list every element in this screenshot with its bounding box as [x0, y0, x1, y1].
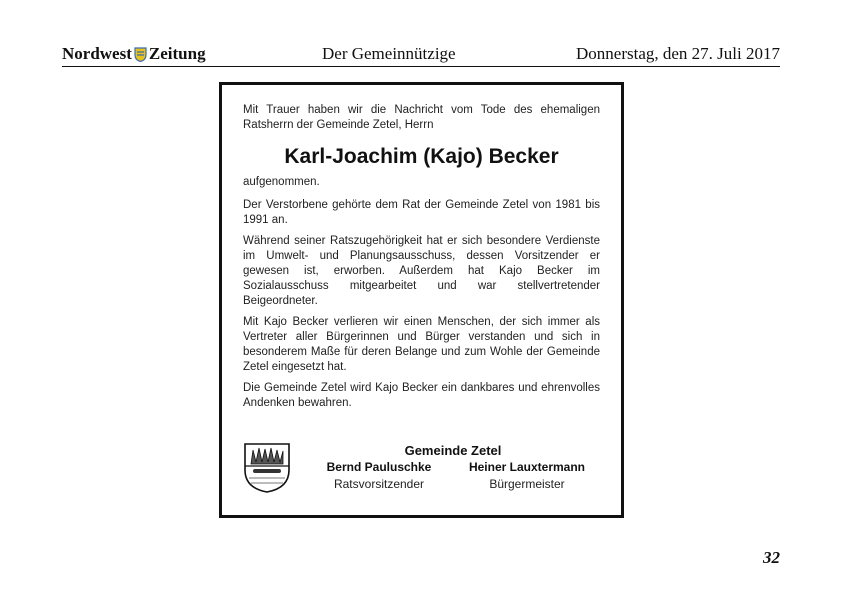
deceased-name: Karl-Joachim (Kajo) Becker	[284, 145, 559, 168]
organization-name: Gemeinde Zetel	[404, 443, 502, 458]
notice-paragraph: Die Gemeinde Zetel wird Kajo Becker ein dankbares und ehrenvolles Andenken bewahren.	[243, 382, 600, 409]
signatory-name: Bernd Pauluschke	[326, 460, 432, 474]
municipal-crest-icon	[243, 442, 291, 494]
signatory-roles	[305, 476, 601, 493]
obituary-notice	[219, 82, 624, 518]
masthead-left: Nordwest	[62, 44, 132, 63]
newspaper-logo-icon	[134, 47, 147, 62]
page-header	[62, 42, 780, 67]
signatory-role: Ratsvorsitzender	[333, 477, 425, 491]
notice-text	[243, 103, 600, 417]
notice-paragraph: Mit Kajo Becker verlieren wir einen Menschen, der sich immer als Vertreter aller Bürgerinnen und Bürger verstanden und sich in besonderem Maße für deren Belange und zum Wohle der Gemeinde Zetel eingesetzt hat.	[243, 316, 600, 373]
section-title: Der Gemeinnützige	[322, 44, 456, 63]
signatory-name: Heiner Lauxtermann	[468, 460, 586, 474]
notice-paragraph: Der Verstorbene gehörte dem Rat der Gemeinde Zetel von 1981 bis 1991 an.	[243, 199, 600, 226]
masthead-right: Zeitung	[148, 44, 206, 63]
issue-date: Donnerstag, den 27. Juli 2017	[576, 44, 780, 63]
notice-paragraph: Während seiner Ratszugehörigkeit hat er sich besondere Verdienste im Umwelt- und Planungsausschuss, dessen Vorsitzender er gewesen ist, erworben. Außerdem hat Kajo Becker im Sozialausschuss mitgearbeitet und war stellvertretender Beigeordneter.	[243, 235, 600, 307]
notice-after-name: aufgenommen.	[243, 176, 320, 188]
newspaper-masthead	[62, 44, 206, 64]
signatory-names	[305, 459, 601, 476]
signature-block	[243, 442, 603, 502]
page-number: 32	[763, 548, 780, 567]
signatory-role: Bürgermeister	[489, 477, 565, 491]
notice-intro: Mit Trauer haben wir die Nachricht vom Tode des ehemaligen Ratsherrn der Gemeinde Zetel, Herrn	[243, 104, 600, 131]
